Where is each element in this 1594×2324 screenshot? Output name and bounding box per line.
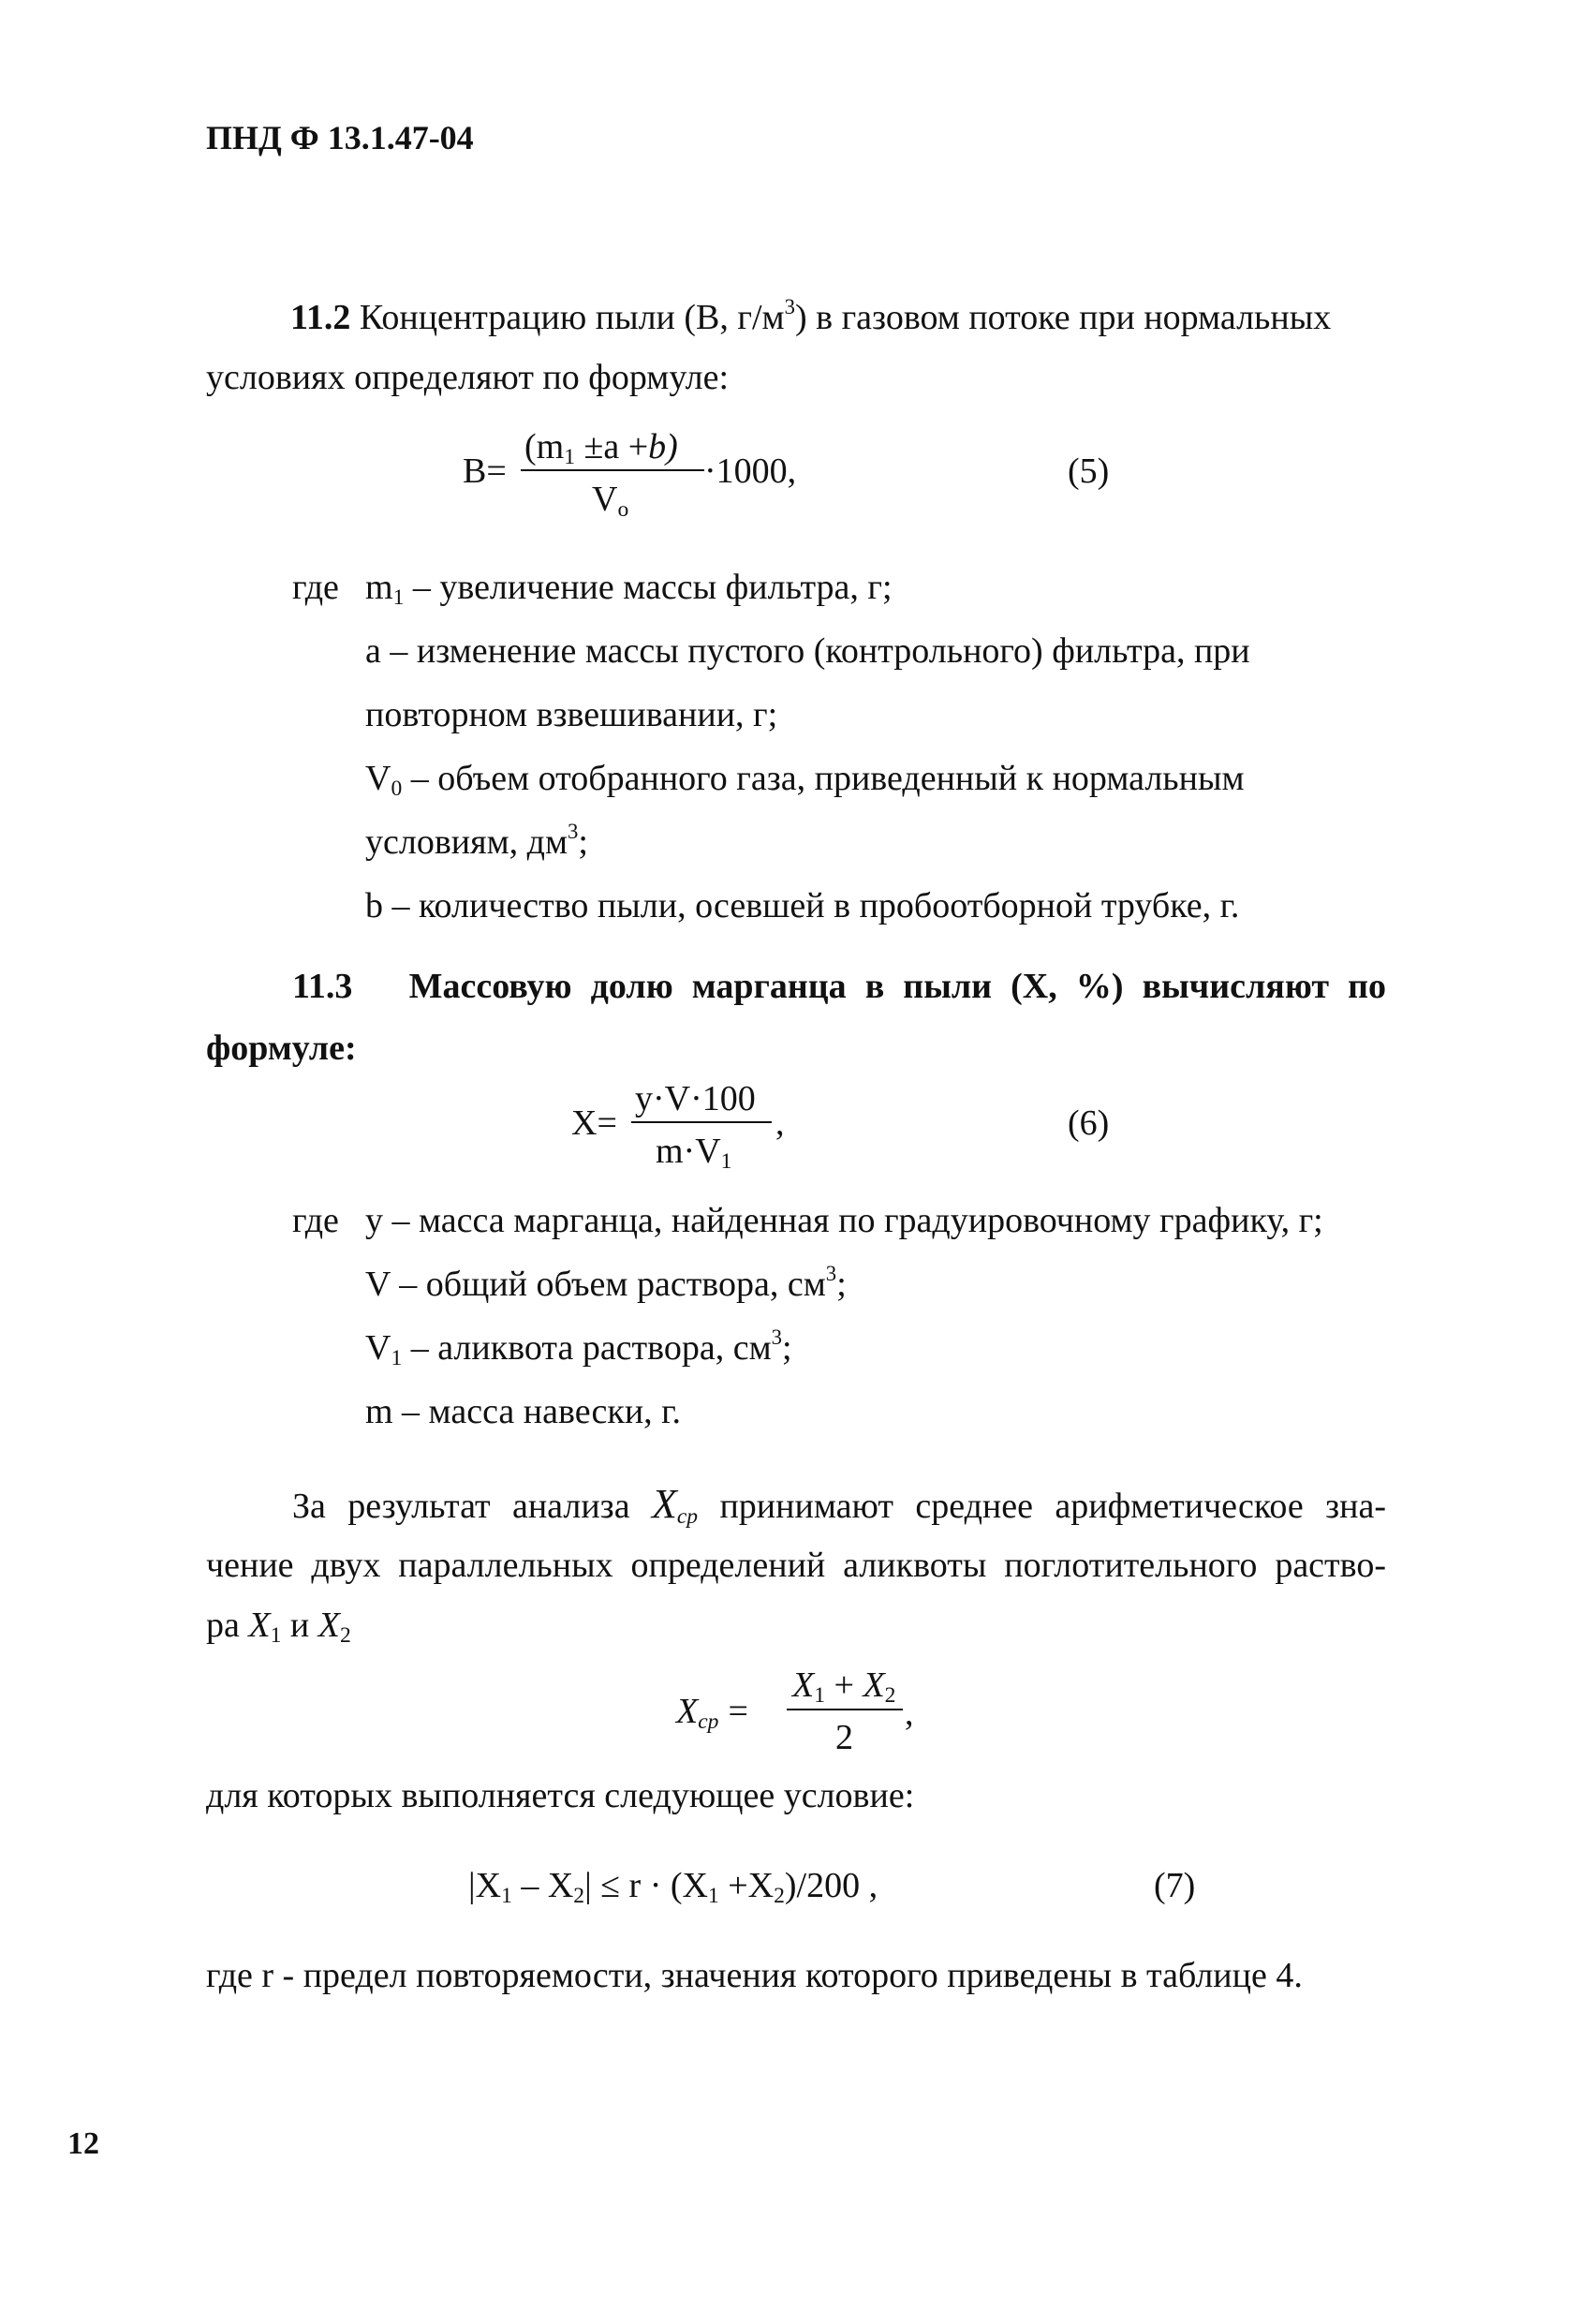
text: ра	[206, 1606, 249, 1645]
symbol: X	[571, 1103, 598, 1143]
equation-number: (7)	[1154, 1866, 1196, 1905]
final-line: где r - предел повторяемости, значения которого приведены в таблице 4.	[206, 1956, 1303, 1995]
text: |X	[468, 1866, 502, 1905]
subscript: 1	[720, 1148, 732, 1174]
section-11-3-line2: формуле:	[206, 1029, 357, 1068]
text: | ≤ r · (X	[584, 1866, 708, 1905]
equation-number: (5)	[1068, 451, 1110, 491]
subscript: 1	[814, 1682, 825, 1708]
where-label: где	[292, 1201, 339, 1240]
subscript: 1	[564, 444, 575, 469]
subscript: 1	[392, 585, 405, 610]
formula-denominator	[656, 1132, 732, 1174]
symbol: X	[676, 1692, 699, 1731]
subscript: 1	[391, 1345, 403, 1370]
formula-numerator	[792, 1665, 896, 1708]
text: Массовую долю марганца в пыли (Х, %) вычисляют по	[408, 967, 1387, 1006]
symbol: X	[863, 1665, 885, 1705]
text: m·V	[656, 1132, 721, 1171]
symbol: V	[365, 1328, 391, 1368]
text: – объем отобранного газа, приведенный к нормальным	[402, 759, 1245, 798]
superscript: 3	[568, 820, 579, 844]
formula-numerator: y·V·100	[635, 1079, 756, 1118]
definition-v1	[365, 1325, 792, 1370]
formula-7	[468, 1866, 878, 1908]
symbol: X	[792, 1665, 815, 1705]
text: +X	[718, 1866, 775, 1905]
section-11-2-line1	[290, 295, 1332, 337]
text: условиям, дм	[365, 822, 568, 862]
text: (m	[524, 427, 565, 466]
formula-denominator: 2	[835, 1718, 853, 1757]
symbol: X	[248, 1606, 271, 1645]
section-number: 11.3	[292, 967, 353, 1006]
symbol: V	[365, 759, 391, 798]
text: За результат анализа	[292, 1487, 652, 1526]
subscript: 1	[501, 1883, 512, 1908]
formula-lhs	[676, 1692, 748, 1734]
subscript: 2	[339, 1622, 351, 1648]
definition-v0-line2	[365, 820, 588, 862]
section-11-2-line2: условиях определяют по формуле:	[206, 358, 730, 397]
result-line1	[292, 1481, 1386, 1529]
text: V – общий объем раствора, см	[365, 1265, 826, 1304]
formula-denominator	[592, 480, 629, 522]
subscript: 1	[707, 1883, 719, 1908]
equals: =	[728, 1692, 748, 1731]
equals: =	[486, 451, 507, 491]
superscript: 3	[771, 1325, 783, 1350]
subscript: 1	[270, 1622, 282, 1648]
formula-numerator	[524, 427, 678, 469]
text: )/200 ,	[784, 1866, 878, 1905]
definition-v0-line1	[365, 759, 1245, 801]
formula-multiplier: ·1000,	[704, 451, 797, 491]
condition-text: для которых выполняется следующее условие:	[206, 1776, 915, 1815]
subscript: cp	[676, 1503, 699, 1529]
symbol: B	[463, 451, 487, 491]
text: – увеличение массы фильтра, г;	[404, 568, 893, 607]
definition-b: b – количество пыли, осевшей в пробоотборной трубке, г.	[365, 886, 1240, 925]
fraction-bar	[787, 1709, 903, 1710]
definition-a-line1: а – изменение массы пустого (контрольного) фильтра, при	[365, 631, 1250, 671]
text: Концентрацию пыли (В, г/м	[350, 298, 785, 337]
text: ;	[782, 1328, 792, 1368]
superscript: 3	[825, 1262, 837, 1286]
subscript: 2	[884, 1682, 896, 1708]
definition-y: у – масса марганца, найденная по градуировочному графику, г;	[365, 1201, 1323, 1240]
section-number: 11.2	[290, 298, 351, 337]
equation-number: (6)	[1068, 1103, 1110, 1143]
text: ;	[578, 822, 588, 862]
text: b)	[648, 427, 678, 466]
result-line2: чение двух параллельных определений аликвоты поглотительного раство-	[206, 1546, 1386, 1585]
symbol: X	[317, 1606, 340, 1645]
text: – аликвота раствора, см	[402, 1328, 772, 1368]
text: ±a +	[575, 427, 649, 466]
subscript: 2	[573, 1883, 585, 1908]
document-header: ПНД Ф 13.1.47-04	[206, 119, 474, 156]
definition-m1	[365, 568, 893, 610]
definition-m: m – масса навески, г.	[365, 1392, 681, 1431]
text: принимают среднее арифметическое зна-	[698, 1487, 1386, 1526]
subscript: 2	[774, 1883, 785, 1908]
symbol: V	[592, 480, 618, 519]
subscript: cp	[698, 1709, 719, 1734]
symbol: m	[365, 568, 393, 607]
text: ;	[836, 1265, 847, 1304]
text: +	[825, 1665, 863, 1705]
definition-a-line2: повторном взвешивании, г;	[365, 695, 778, 734]
superscript: 3	[784, 295, 795, 319]
subscript: o	[617, 496, 629, 522]
definition-v	[365, 1262, 847, 1304]
text: и	[281, 1606, 318, 1645]
where-label: где	[292, 568, 339, 607]
formula-comma: ,	[775, 1103, 785, 1143]
text: ) в газовом потоке при нормальных	[795, 298, 1332, 337]
fraction-bar	[631, 1121, 772, 1123]
text: – X	[511, 1866, 574, 1905]
section-11-3-line1	[292, 969, 1386, 1004]
page-number: 12	[67, 2126, 99, 2161]
formula-comma: ,	[905, 1694, 914, 1733]
fraction-bar	[521, 469, 704, 471]
subscript: 0	[391, 776, 403, 801]
symbol: X	[651, 1481, 677, 1527]
equals: =	[597, 1103, 617, 1143]
formula-lhs	[571, 1105, 617, 1141]
result-line3	[206, 1606, 351, 1648]
formula-lhs	[463, 453, 507, 489]
